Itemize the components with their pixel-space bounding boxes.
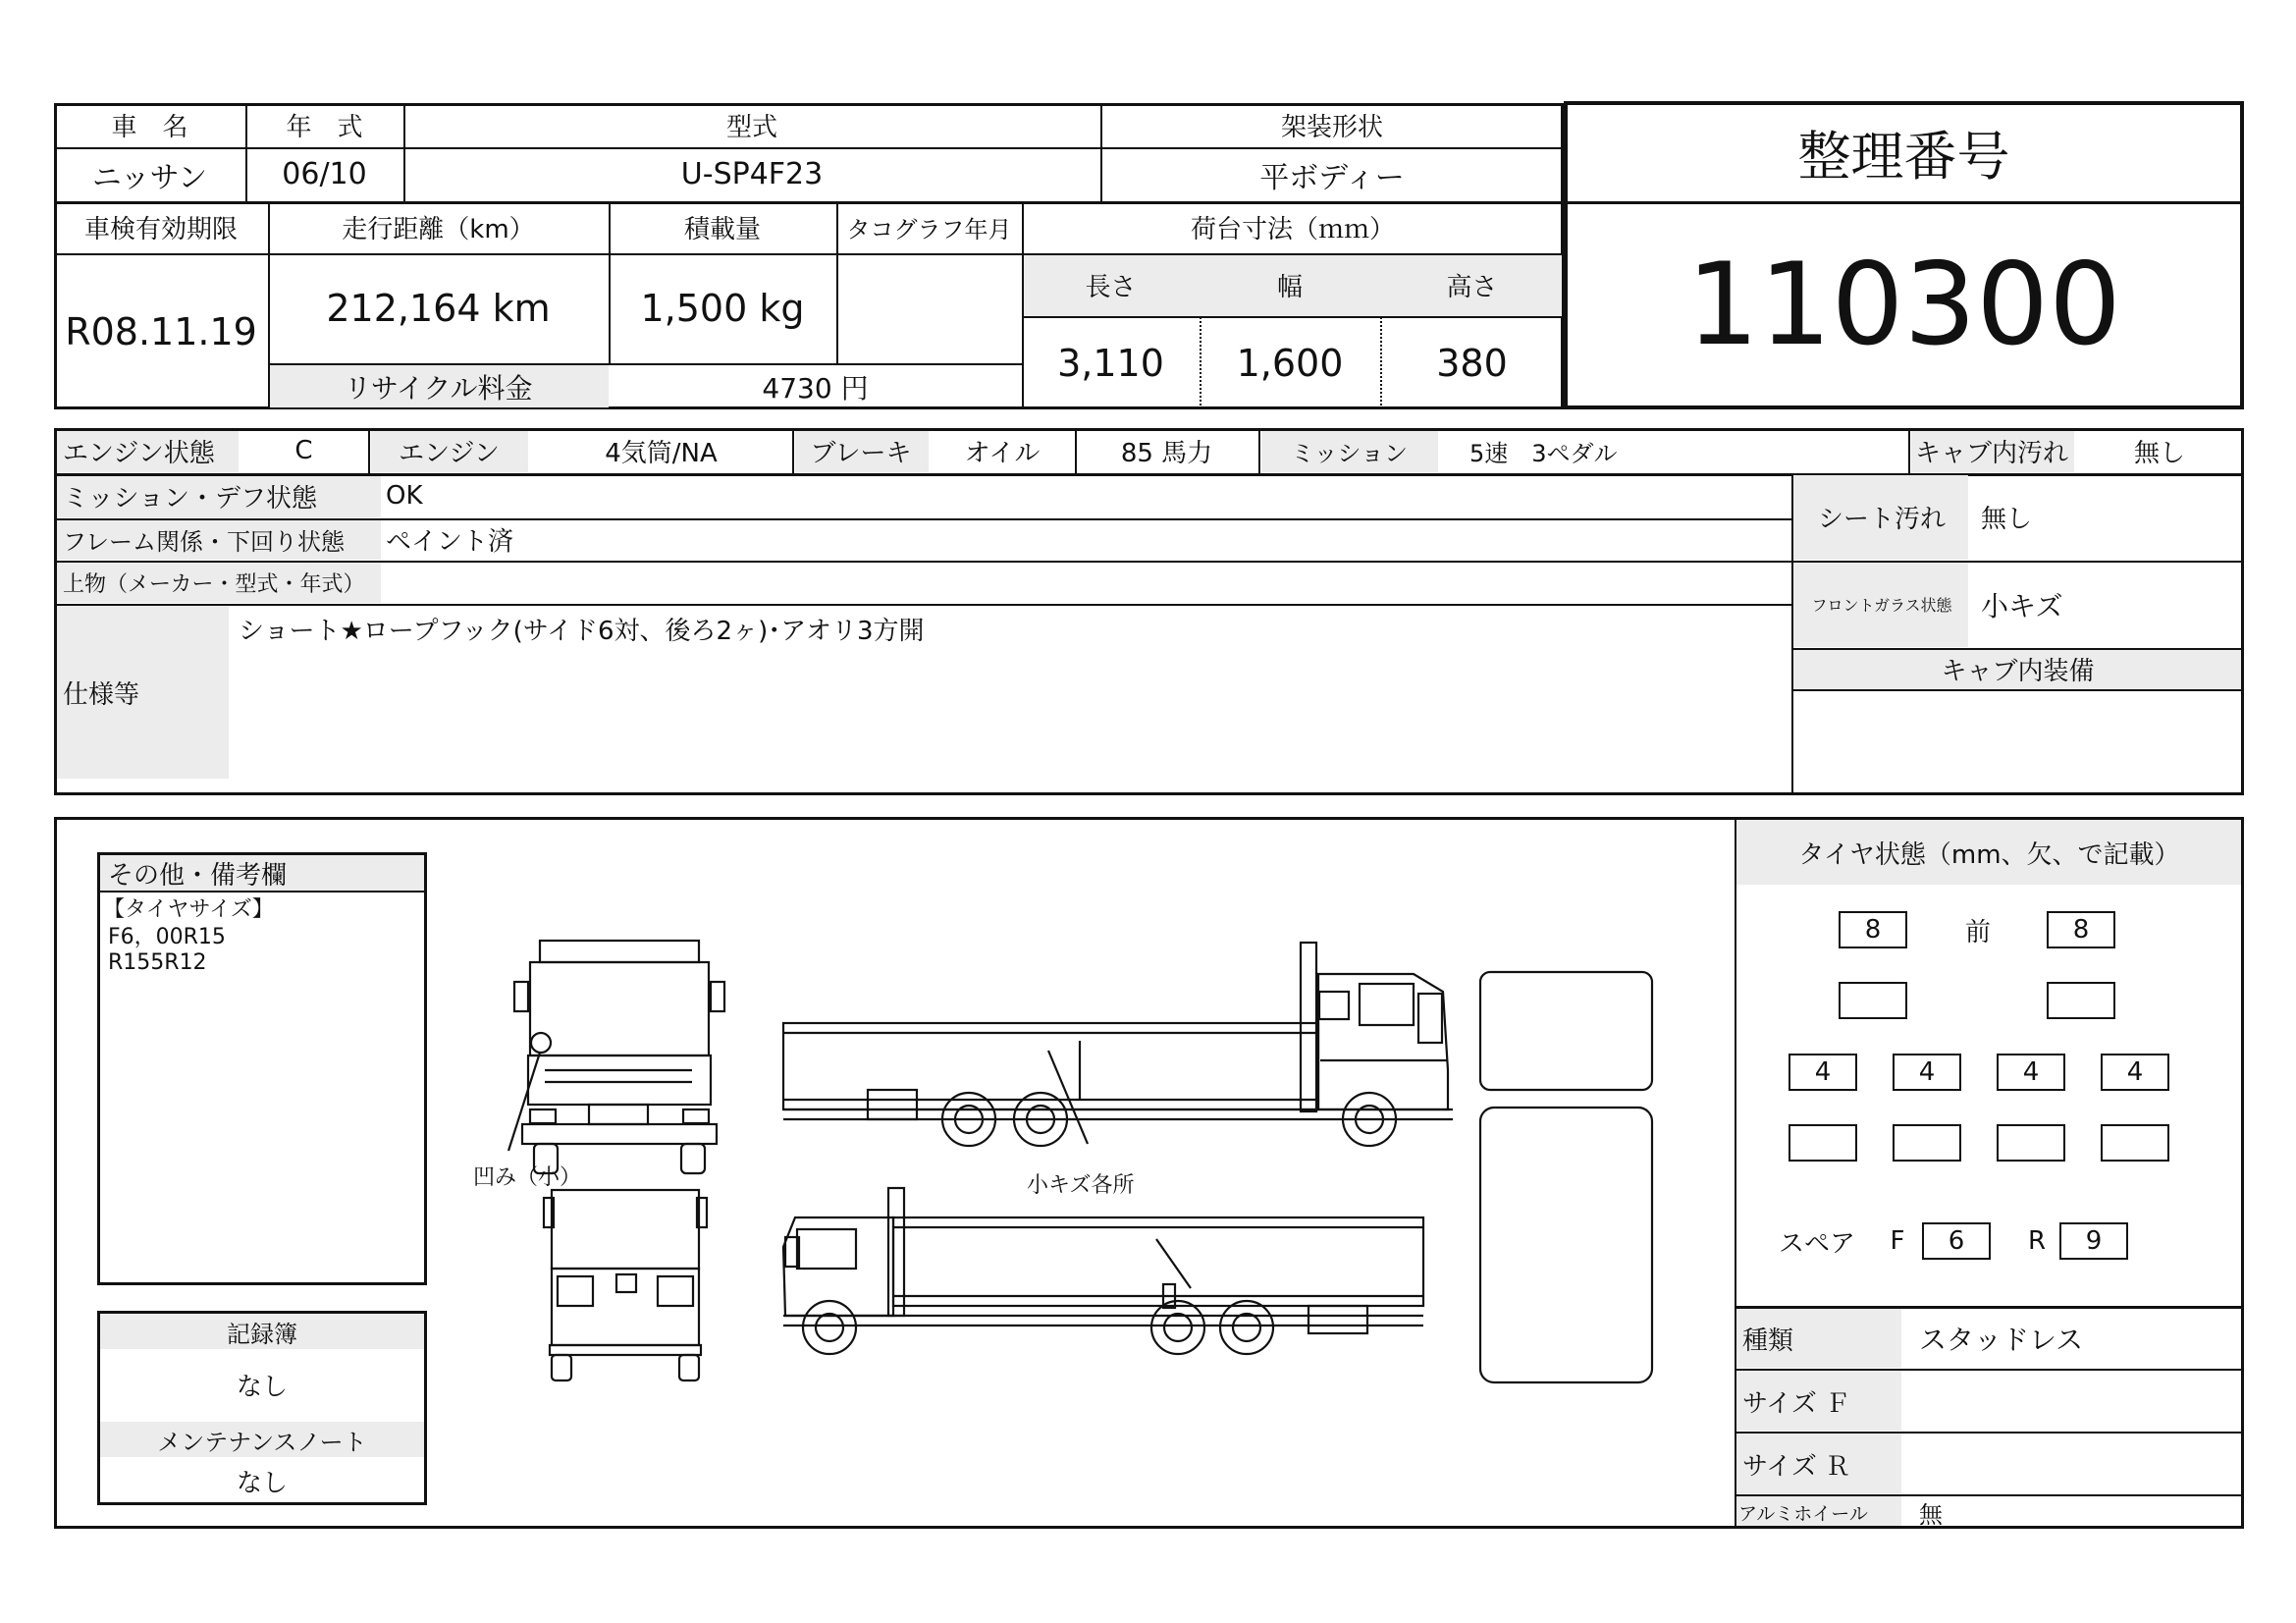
cab-dirt-value: 無し [2133,438,2185,468]
tire-size-f-value [1919,1371,2233,1432]
spare-r-value: 9 [2059,1222,2128,1260]
body-value: 平ボディー [1259,160,1405,195]
tire-size-f-label: サイズ Ｆ [1742,1388,1851,1419]
scratch-pointer-bottom [1156,1239,1191,1288]
tacho-label: タコグラフ年月 [846,216,1012,243]
height-value: 380 [1436,341,1508,385]
reference-number-label: 整理番号 [1797,125,2010,188]
seat-label: シート汚れ [1817,505,1946,534]
maintenance-value: なし [236,1468,288,1498]
truck-side-view-right [783,943,1453,1146]
body-label: 架装形状 [1280,113,1383,142]
year-label: 年 式 [286,113,363,142]
alu-value: 無 [1919,1500,1943,1529]
cab-dirt-label: キャブ内汚れ [1914,438,2068,468]
truck-side-view-left [783,1188,1423,1354]
upper-label: 上物（メーカー・型式・年式） [63,571,365,597]
spec-value: ショート★ロープフック(サイド6対、後ろ2ヶ)･アオリ3方開 [239,616,925,646]
record-label: 記録簿 [227,1320,297,1348]
length-value: 3,110 [1057,341,1164,385]
spare-r-label: R [2027,1226,2047,1256]
maintenance-label: メンテナンスノート [157,1428,367,1456]
spare-label: スペア [1779,1228,1856,1259]
cab-equip-value [1791,689,2244,795]
windshield-label: フロントガラス状態 [1811,596,1952,615]
tire-rear-1: 4 [1789,1054,1857,1091]
engine-value: 4気筒/NA [605,438,718,468]
tire-title: タイヤ状態（mm、欠、で記載） [1798,839,2180,870]
scratch-note: 小キズ各所 [1027,1172,1135,1198]
recycle-label: リサイクル料金 [344,371,533,405]
remarks-line1: 【タイヤサイズ】 [103,896,274,922]
tire-type-label: 種類 [1742,1325,1794,1356]
inspection-label: 車検有効期限 [83,215,238,244]
remarks-line3: R155R12 [108,949,207,975]
tire-front-right-2 [2047,982,2115,1019]
tire-type-value: スタッドレス [1919,1324,2084,1356]
tire-rear-4: 4 [2101,1054,2169,1091]
mileage-value: 212,164 km [326,287,551,330]
engine-label: エンジン [399,438,500,468]
tire-front-label: 前 [1964,917,1991,947]
frame-value: ペイント済 [386,527,514,557]
tire-front-right: 8 [2047,911,2115,948]
truck-front-view [514,941,724,1173]
tire-rear-3: 4 [1997,1054,2065,1091]
engine-state-value: C [294,436,313,465]
inspection-value: R08.11.19 [65,309,257,353]
tire-size-r-value [1919,1434,2233,1494]
mission-diff-value: OK [386,481,423,511]
mileage-label: 走行距離（km） [342,215,535,244]
tire-rear-2: 4 [1893,1054,1961,1091]
cargo-dim-label: 荷台寸法（ｍｍ） [1190,215,1395,244]
seat-value: 無し [1981,505,2033,534]
mission-value: 5速 3ペダル [1469,439,1618,467]
tire-size-r-label: サイズ Ｒ [1742,1451,1851,1482]
brake-value: オイル [964,438,1041,468]
tire-rear-inner-2 [1893,1124,1961,1162]
car-name-value: ニッサン [91,160,208,195]
width-label: 幅 [1276,272,1303,302]
roof-view-bottom [1480,1108,1652,1382]
height-label: 高さ [1446,272,1498,302]
load-value: 1,500 kg [640,287,805,330]
length-label: 長さ [1085,272,1137,302]
model-value: U-SP4F23 [680,157,824,191]
dent-note: 凹み（小） [473,1164,582,1190]
tire-front-left-2 [1839,982,1907,1019]
spec-label: 仕様等 [63,679,140,710]
tire-front-left: 8 [1839,911,1907,948]
tacho-value [836,253,1022,363]
roof-view-top [1480,972,1652,1090]
dent-pointer [508,1053,540,1151]
reference-number: 110300 [1686,238,2121,371]
model-label: 型式 [725,113,777,142]
width-value: 1,600 [1236,341,1344,385]
brake-label: ブレーキ [810,438,912,468]
tire-rear-inner-1 [1789,1124,1857,1162]
truck-rear-view [544,1190,707,1380]
tire-rear-inner-4 [2101,1124,2169,1162]
frame-label: フレーム関係・下回り状態 [63,528,346,556]
spare-f-label: F [1890,1226,1905,1256]
tire-rear-inner-3 [1997,1124,2065,1162]
year-value: 06/10 [282,157,367,191]
load-label: 積載量 [683,215,761,244]
cab-equip-label: キャブ内装備 [1941,656,2095,686]
recycle-value: 4730 円 [762,371,869,405]
mission-diff-label: ミッション・デフ状態 [63,483,317,514]
remarks-label: その他・備考欄 [108,860,288,891]
record-value: なし [236,1372,288,1402]
car-name-label: 車 名 [111,113,188,142]
spare-f-value: 6 [1922,1222,1991,1260]
remarks-line2: F6，00R15 [108,924,226,949]
engine-state-label: エンジン状態 [63,438,215,468]
windshield-value: 小キズ [1981,589,2063,622]
mission-label: ミッション [1290,439,1409,467]
truck-diagram [432,923,1708,1394]
upper-value [386,561,1780,604]
alu-label: アルミホイール [1738,1502,1868,1525]
power-value: 85 馬力 [1120,438,1213,468]
